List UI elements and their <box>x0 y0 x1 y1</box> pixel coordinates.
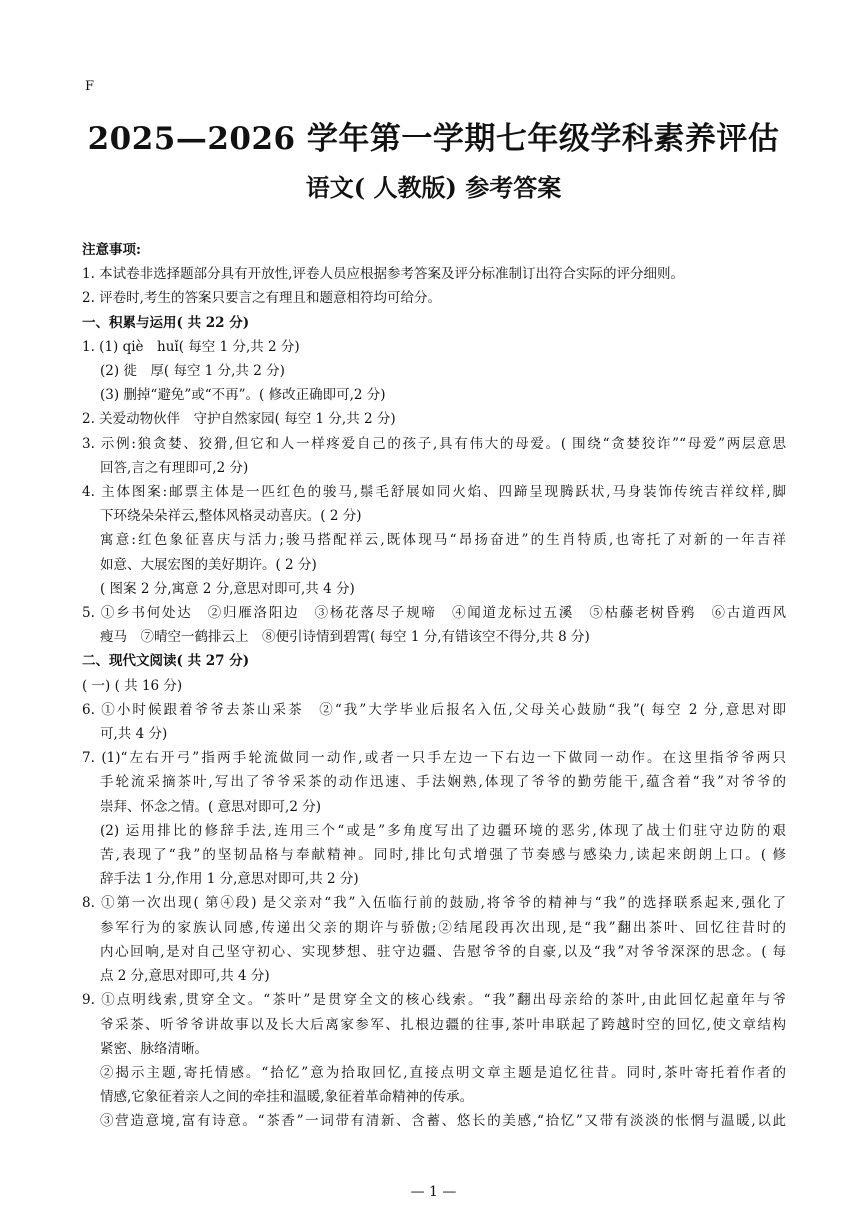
answer-line: 辞手法 1 分,作用 1 分,意思对即可,共 2 分) <box>100 871 359 888</box>
notice-heading: 注意事项: <box>82 242 141 258</box>
section-heading: 二、现代文阅读( 共 27 分) <box>82 653 250 670</box>
answer-line: 紧密、脉络清晰。 <box>100 1040 208 1057</box>
answer-body <box>82 238 786 1134</box>
answer-line: 内心回响,是对自己坚守初心、实现梦想、驻守边疆、告慰爷爷的自豪,以及“我”对爷爷深深的思念。( 每 <box>100 943 786 960</box>
answer-line: 崇拜、怀念之情。( 意思对即可,2 分) <box>100 798 321 815</box>
answer-line: 5. ①乡书何处达 ②归雁洛阳边 ③杨花落尽子规啼 ④闻道龙标过五溪 ⑤枯藤老树昏鸦 ⑥古道西风 <box>82 605 786 622</box>
notice-item: 2. 评卷时,考生的答案只要言之有理且和题意相符均可给分。 <box>82 290 441 307</box>
answer-line: 手轮流采摘茶叶,写出了爷爷采茶的动作迅速、手法娴熟,体现了爷爷的勤劳能干,蕴含着“我”对爷爷的 <box>100 774 786 791</box>
answer-line: 6. ①小时候跟着爷爷去茶山采茶 ②“我”大学毕业后报名入伍,父母关心鼓励“我”( 每空 2 分,意思对即 <box>82 701 786 718</box>
answer-line: 4. 主体图案:邮票主体是一匹红色的骏马,鬃毛舒展如同火焰、四蹄呈现腾跃状,马身装饰传统吉祥纹样,脚 <box>82 484 786 501</box>
answer-line: 爷采茶、听爷爷讲故事以及长大后离家参军、扎根边疆的往事,茶叶串联起了跨越时空的回忆,使文章结构 <box>100 1016 786 1033</box>
page-number: — 1 — <box>410 1184 457 1200</box>
answer-line: 1. (1) qiè huǐ( 每空 1 分,共 2 分) <box>82 338 300 355</box>
answer-line: (3) 删掉“避免”或“不再”。( 修改正确即可,2 分) <box>100 387 386 404</box>
answer-line: (2) 徙 厚( 每空 1 分,共 2 分) <box>100 363 285 380</box>
answer-line: 3. 示例:狼贪婪、狡猾,但它和人一样疼爱自己的孩子,具有伟大的母爱。( 围绕“贪婪狡诈”“母爱”两层意思 <box>82 435 786 452</box>
document-title: 2025—2026 学年第一学期七年级学科素养评估 <box>87 121 780 157</box>
answer-line: 可,共 4 分) <box>100 726 168 743</box>
answer-line: 7. (1)“左右开弓”指两手轮流做同一动作,或者一只手左边一下右边一下做同一动作。在这里指爷爷两只 <box>82 750 786 767</box>
answer-line: 点 2 分,意思对即可,共 4 分) <box>100 968 270 985</box>
answer-line: ( 图案 2 分,寓意 2 分,意思对即可,共 4 分) <box>100 580 355 597</box>
answer-line: 如意、大展宏图的美好期许。( 2 分) <box>100 556 317 573</box>
answer-line: 参军行为的家族认同感,传递出父亲的期许与骄傲;②结尾段再次出现,是“我”翻出茶叶、回忆往昔时的 <box>100 919 786 936</box>
notice-item: 1. 本试卷非选择题部分具有开放性,评卷人员应根据参考答案及评分标准制订出符合实际的评分细则。 <box>82 266 684 283</box>
answer-line: 苦,表现了“我”的坚韧品格与奉献精神。同时,排比句式增强了节奏感与感染力,读起来朗朗上口。( 修 <box>100 847 786 864</box>
page-mark: F <box>85 79 95 94</box>
answer-line: 8. ①第一次出现( 第④段) 是父亲对“我”入伍临行前的鼓励,将爷爷的精神与“我”的选择联系起来,强化了 <box>82 895 786 912</box>
answer-line: 瘦马 ⑦晴空一鹤排云上 ⑧便引诗情到碧霄( 每空 1 分,有错该空不得分,共 8 分) <box>100 629 590 646</box>
answer-line: 回答,言之有理即可,2 分) <box>100 459 249 476</box>
answer-line: 2. 关爱动物伙伴 守护自然家园( 每空 1 分,共 2 分) <box>82 411 396 428</box>
answer-line: (2) 运用排比的修辞手法,连用三个“或是”多角度写出了边疆环境的恶劣,体现了战士们驻守边防的艰 <box>100 822 786 839</box>
answer-line: 寓意:红色象征喜庆与活力;骏马搭配祥云,既体现马“昂扬奋进”的生肖特质,也寄托了对新的一年吉祥 <box>100 532 786 549</box>
answer-line: 情感,它象征着亲人之间的牵挂和温暖,象征着革命精神的传承。 <box>100 1089 474 1106</box>
document-subtitle: 语文( 人教版) 参考答案 <box>305 173 562 202</box>
section-heading: 一、积累与运用( 共 22 分) <box>82 314 250 331</box>
subsection-heading: ( 一) ( 共 16 分) <box>82 677 183 694</box>
answer-line: 下环绕朵朵祥云,整体风格灵动喜庆。( 2 分) <box>100 508 362 525</box>
answer-line: ②揭示主题,寄托情感。“拾忆”意为拾取回忆,直接点明文章主题是追忆往昔。同时,茶叶寄托着作者的 <box>100 1064 786 1081</box>
answer-line: 9. ①点明线索,贯穿全文。“茶叶”是贯穿全文的核心线索。“我”翻出母亲给的茶叶,由此回忆起童年与爷 <box>82 992 786 1009</box>
answer-line: ③营造意境,富有诗意。“茶香”一词带有清新、含蓄、悠长的美感,“拾忆”又带有淡淡的怅惘与温暖,以此 <box>100 1113 786 1130</box>
